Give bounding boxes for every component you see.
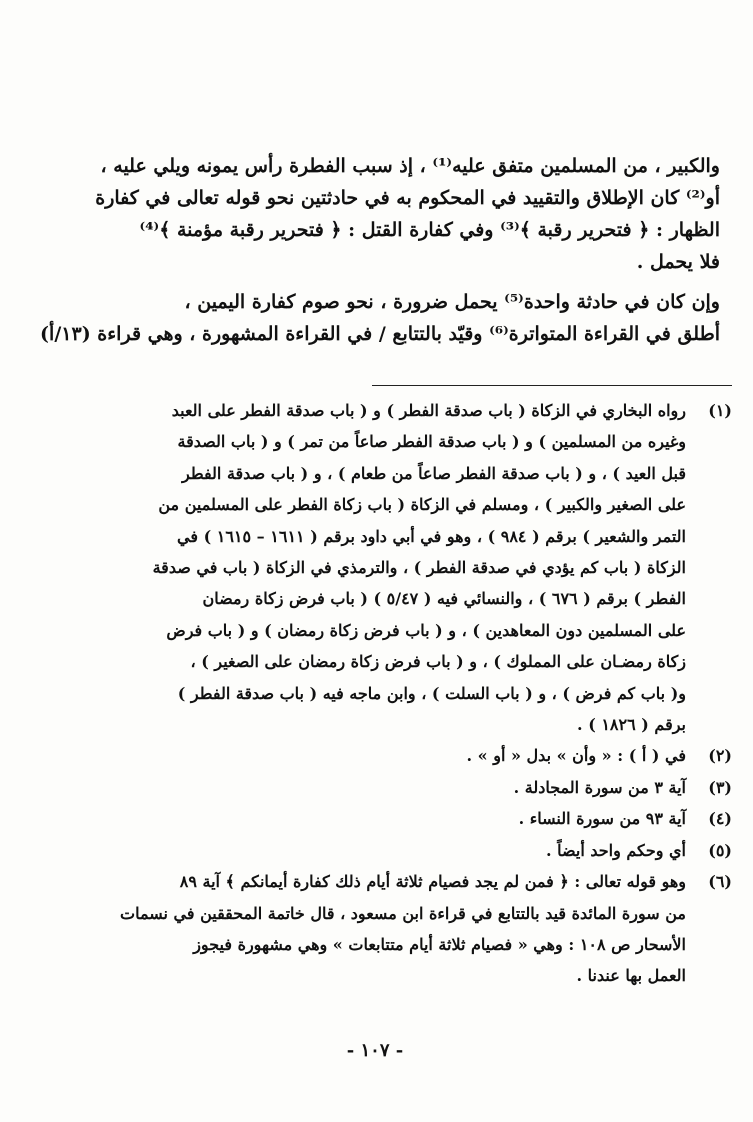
footnote-line: قبل العيد ) ، و ( باب صدقة الفطر صاعاً من طعام ) ، و ( باب صدقة الفطر (182, 463, 686, 483)
footnote-text (92, 866, 686, 992)
page-number: - ١٠٧ - (346, 1040, 404, 1061)
footnote-text (92, 835, 686, 866)
footnote-text (92, 395, 686, 740)
text-line: وإن كان في حادثة واحدة⁽⁵⁾ يحمل ضرورة ، نحو صوم كفارة اليمين ، (184, 291, 720, 313)
text-line: الظهار : ﴿ فتحرير رقبة ﴾⁽³⁾ وفي كفارة القتل : ﴿ فتحرير رقبة مؤمنة ﴾⁽⁴⁾ (139, 219, 720, 241)
footnote-divider (372, 385, 732, 386)
footnote-2 (92, 740, 732, 771)
text-line: أطلق في القراءة المتواترة⁽⁶⁾ وقيّد بالتتابع / في القراءة المشهورة ، وهي قراءة (١٣/أ) (40, 323, 720, 345)
footnote-number: (٦) (708, 872, 732, 892)
footnote-text (92, 803, 686, 834)
footnote-text (92, 772, 686, 803)
footnote-number: (٥) (708, 840, 732, 860)
footnote-number: (٢) (708, 746, 732, 766)
footnote-4 (92, 803, 732, 834)
text-line: أو⁽²⁾ كان الإطلاق والتقييد في المحكوم به في حادثتين نحو قوله تعالى في كفارة (95, 187, 720, 209)
footnote-6 (92, 866, 732, 992)
text-line: فلا يحمل . (636, 251, 720, 273)
footnote-line: آية ٩٣ من سورة النساء . (518, 809, 686, 829)
footnote-line: زكاة رمضـان على المملوك ) ، و ( باب فرض زكاة رمضان على الصغير ) ، (190, 652, 686, 672)
footnote-line: الفطر ) برقم ( ٦٧٦ ) ، والنسائي فيه ( ٥/٤٧ ) ( باب فرض زكاة رمضان (202, 589, 686, 609)
main-text (40, 150, 720, 358)
paragraph-1 (95, 150, 720, 278)
footnote-line: من سورة المائدة قيد بالتتابع في قراءة ابن مسعود ، قال خاتمة المحققين في نسمات (120, 903, 686, 923)
footnote-line: على المسلمين دون المعاهدين ) ، و ( باب فرض زكاة رمضان ) و ( باب فرض (166, 620, 686, 640)
footnote-line: آية ٣ من سورة المجادلة . (513, 777, 686, 797)
footnote-line: الأسحار ص ١٠٨ : وهي « فصيام ثلاثة أيام متتابعات » وهي مشهورة فيجوز (193, 934, 686, 954)
footnote-text (92, 740, 686, 771)
text-line: والكبير ، من المسلمين متفق عليه⁽¹⁾ ، إذ سبب الفطرة رأس يمونه ويلي عليه ، (100, 155, 720, 177)
footnotes (92, 395, 732, 992)
footnote-line: وهو قوله تعالى : ﴿ فمن لم يجد فصيام ثلاثة أيام ذلك كفارة أيمانكم ﴾ آية ٨٩ (179, 872, 686, 892)
footnote-line: برقم ( ١٨٢٦ ) . (577, 715, 686, 735)
footnote-number: (١) (708, 401, 732, 420)
footnote-line: أي وحكم واحد أيضاً . (545, 840, 686, 860)
footnote-line: على الصغير والكبير ) ، ومسلم في الزكاة ( باب زكاة الفطر على المسلمين من (158, 495, 686, 515)
footnote-number: (٤) (708, 809, 732, 829)
footnote-3 (92, 772, 732, 803)
footnote-5 (92, 835, 732, 866)
footnote-1 (92, 395, 732, 740)
paragraph-2 (40, 286, 720, 350)
footnote-line: رواه البخاري في الزكاة ( باب صدقة الفطر ) و ( باب صدقة الفطر على العبد (171, 401, 686, 420)
footnote-line: العمل بها عندنا . (576, 966, 686, 986)
footnote-number: (٣) (708, 777, 732, 797)
footnote-line: الزكاة ( باب كم يؤدي في صدقة الفطر ) ، والترمذي في الزكاة ( باب في صدقة (152, 558, 686, 578)
footnote-line: و( باب كم فرض ) ، و ( باب السلت ) ، وابن ماجه فيه ( باب صدقة الفطر ) (177, 683, 686, 703)
footnote-line: وغيره من المسلمين ) و ( باب صدقة الفطر صاعاً من تمر ) و ( باب الصدقة (177, 432, 686, 452)
footnote-line: في ( أ ) : « وأن » بدل « أو » . (466, 746, 686, 766)
footnote-line: التمر والشعير ) برقم ( ٩٨٤ ) ، وهو في أبي داود برقم ( ١٦١١ – ١٦١٥ ) في (177, 526, 686, 546)
